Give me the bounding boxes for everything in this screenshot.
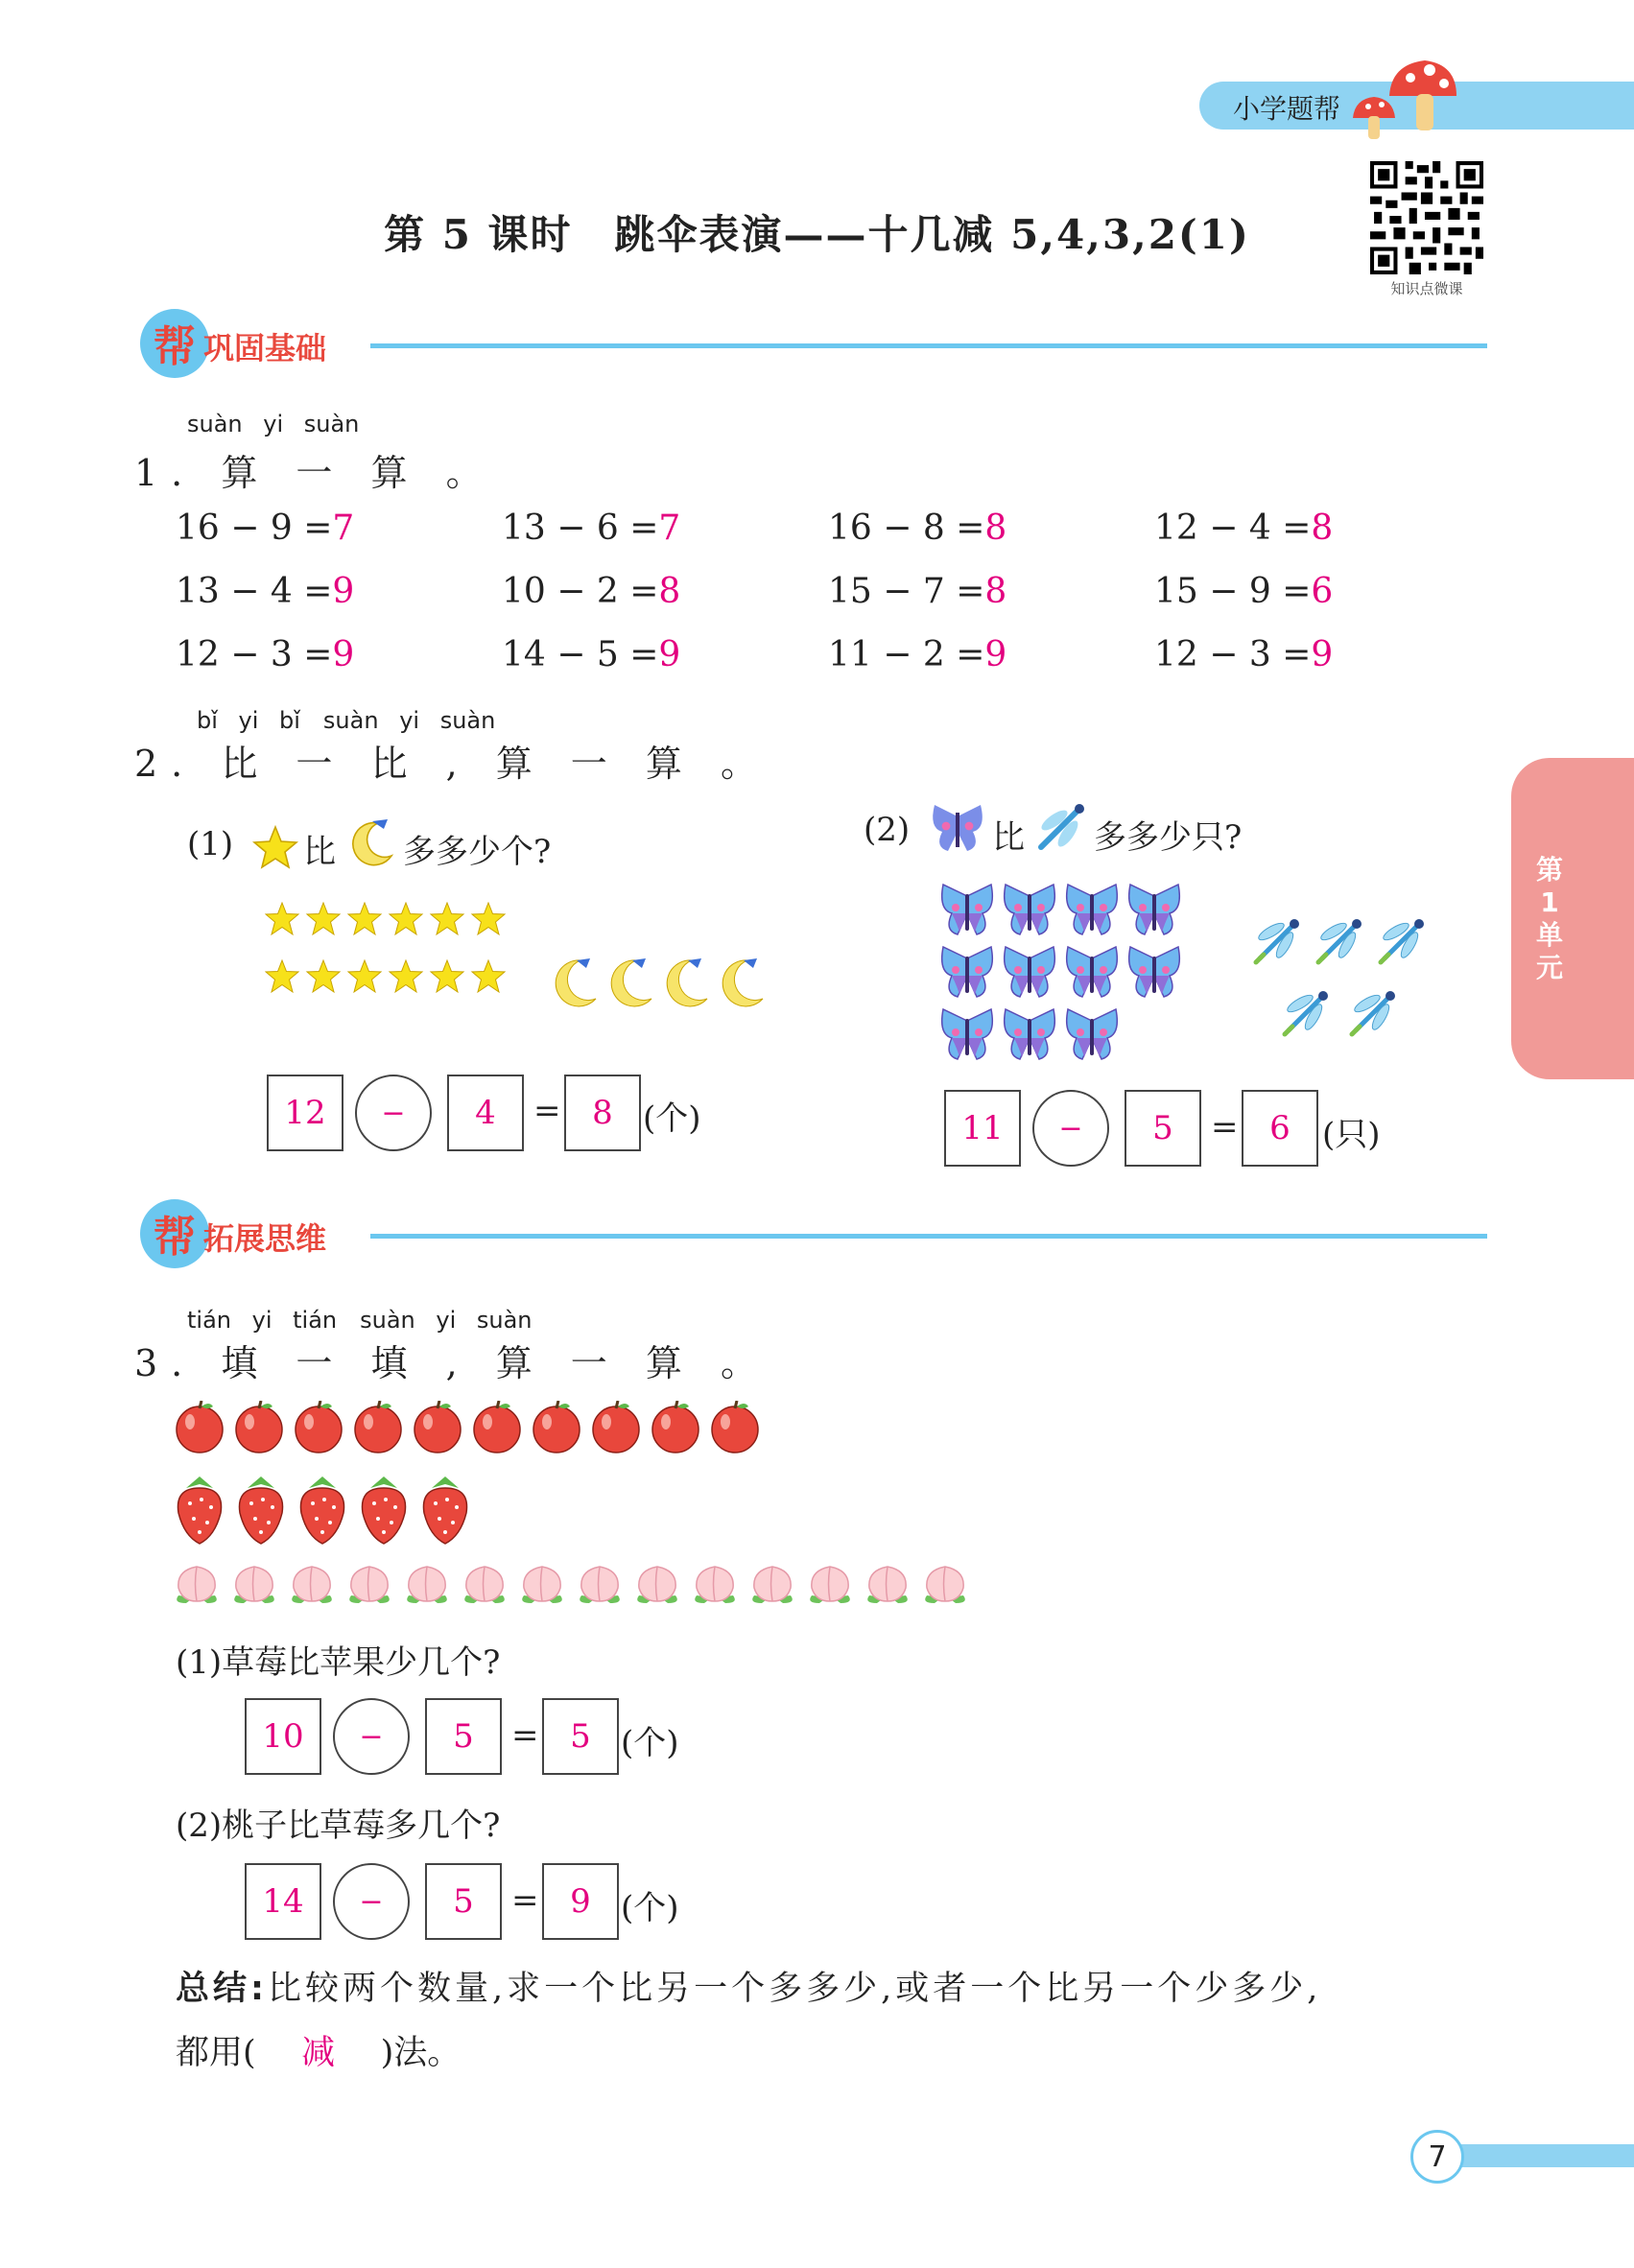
- answer: 8: [1311, 508, 1334, 548]
- moon-icon: [667, 958, 707, 1006]
- q1-title: 1. 算 一 算 。: [134, 452, 496, 494]
- apple-icon: [593, 1401, 639, 1453]
- strawberry-icon: [178, 1477, 221, 1544]
- q3-sub2-result-box[interactable]: 9: [542, 1863, 619, 1940]
- answer: 7: [332, 508, 355, 548]
- section-badge-label: 帮: [154, 322, 196, 371]
- butterfly-icon: [1067, 885, 1118, 934]
- butterfly-icon: [1067, 1009, 1118, 1059]
- answer: 8: [984, 508, 1007, 548]
- equals-sign: =: [511, 1881, 539, 1920]
- q2-pinyin: bǐ yi bǐ suàn yi suàn: [197, 707, 496, 734]
- q3-sub2-question: (2)桃子比草莓多几个?: [176, 1807, 501, 1845]
- apple-icon: [533, 1401, 580, 1453]
- peach-icon: [867, 1567, 908, 1603]
- dragonfly-icon: [1352, 991, 1395, 1034]
- q2-part1-subtrahend-box[interactable]: 4: [447, 1075, 524, 1151]
- star-icon: [266, 960, 298, 992]
- stars-group: [265, 902, 514, 1007]
- section-title-extend: 拓展思维: [203, 1220, 327, 1257]
- moon-icon: [345, 817, 397, 871]
- butterfly-icon: [1005, 1009, 1055, 1059]
- q3-title: 3. 填 一 填 , 算 一 算 。: [134, 1342, 770, 1384]
- q1-row: [176, 508, 1442, 572]
- q1-item: 12 − 3 =9: [176, 635, 355, 674]
- peach-icon: [695, 1567, 735, 1603]
- butterfly-icon: [1005, 885, 1055, 934]
- star-icon: [472, 960, 505, 992]
- moons-group: [552, 957, 782, 1020]
- q1-row: [176, 572, 1442, 635]
- brand-label: 小学题帮: [1233, 93, 1341, 125]
- answer: 7: [658, 508, 681, 548]
- q1-item: 14 − 5 =9: [502, 635, 681, 674]
- section-divider: [370, 1234, 1487, 1239]
- star-icon: [348, 903, 381, 934]
- star-icon: [252, 825, 298, 869]
- lesson-title: 第 5 课时 跳伞表演——十几减 5,4,3,2(1): [384, 211, 1250, 258]
- q1-item: 11 − 2 =9: [828, 635, 1007, 674]
- apple-icon: [296, 1401, 342, 1453]
- unit-label: (个): [621, 1724, 679, 1762]
- q1-item: 16 − 8 =8: [828, 508, 1007, 548]
- apple-icon: [177, 1401, 223, 1453]
- q2-part2-operator-circle[interactable]: −: [1032, 1090, 1109, 1167]
- apple-icon: [414, 1401, 461, 1453]
- q2-part2-question: 多多少只?: [1094, 818, 1243, 857]
- q1-item: 10 − 2 =8: [502, 572, 681, 611]
- butterfly-icon: [942, 885, 993, 934]
- unit-label: (个): [621, 1889, 679, 1927]
- summary-label: 总结:: [176, 1970, 268, 2008]
- strawberry-icon: [239, 1477, 282, 1544]
- equals-sign: =: [533, 1092, 561, 1130]
- butterfly-icon: [1129, 947, 1180, 997]
- mushroom-icon: [1343, 53, 1458, 149]
- answer: 8: [658, 572, 681, 611]
- strawberries-group: [173, 1473, 480, 1549]
- moon-icon: [722, 958, 763, 1006]
- summary-line-2: 都用( 减 )法。: [176, 2026, 461, 2074]
- q1-item: 13 − 4 =9: [176, 572, 355, 611]
- star-icon: [390, 960, 422, 992]
- apples-group: [173, 1401, 787, 1458]
- star-icon: [431, 960, 463, 992]
- answer: 9: [658, 635, 681, 674]
- moon-icon: [611, 958, 651, 1006]
- q1-item: 12 − 3 =9: [1154, 635, 1334, 674]
- section-badge-label: 帮: [154, 1213, 196, 1262]
- star-icon: [307, 903, 340, 934]
- butterfly-icon: [942, 947, 993, 997]
- q1-item: 13 − 6 =7: [502, 508, 681, 548]
- q2-part2-result-box[interactable]: 6: [1242, 1090, 1318, 1167]
- butterfly-icon: [1129, 885, 1180, 934]
- q3-sub2-operator-circle[interactable]: −: [333, 1863, 410, 1940]
- star-icon: [348, 960, 381, 992]
- star-icon: [390, 903, 422, 934]
- strawberry-icon: [423, 1477, 466, 1544]
- section-divider: [370, 343, 1487, 348]
- page-number: 7: [1410, 2130, 1464, 2184]
- q2-part1-label: (1): [187, 825, 234, 863]
- q2-part2-bi: 比: [992, 818, 1025, 857]
- butterfly-icon: [1005, 947, 1055, 997]
- section-title-basic: 巩固基础: [203, 330, 327, 366]
- peach-icon: [522, 1567, 562, 1603]
- q1-row: [176, 635, 1442, 698]
- star-icon: [307, 960, 340, 992]
- q3-sub2-subtrahend-box[interactable]: 5: [425, 1863, 502, 1940]
- equals-sign: =: [511, 1716, 539, 1755]
- summary-answer[interactable]: 减: [301, 2034, 336, 2072]
- peach-icon: [177, 1567, 217, 1603]
- q1-item: 15 − 7 =8: [828, 572, 1007, 611]
- summary-line-1: [176, 1962, 1321, 2010]
- qr-code-icon[interactable]: [1370, 161, 1483, 274]
- butterfly-icon: [942, 1009, 993, 1059]
- summary-text: 比较两个数量,求一个比另一个多多少,或者一个比另一个少多少,: [268, 1970, 1322, 2008]
- peach-icon: [292, 1567, 332, 1603]
- q2-part1-result-box[interactable]: 8: [564, 1075, 641, 1151]
- strawberry-icon: [300, 1477, 343, 1544]
- butterfly-icon: [1067, 947, 1118, 997]
- q2-part1-operator-circle[interactable]: −: [355, 1075, 432, 1151]
- answer: 9: [1311, 635, 1334, 674]
- q2-title: 2. 比 一 比 , 算 一 算 。: [134, 743, 770, 785]
- peach-icon: [752, 1567, 793, 1603]
- peach-icon: [637, 1567, 677, 1603]
- dragonfly-icon: [1381, 919, 1424, 962]
- answer: 9: [984, 635, 1007, 674]
- q3-sub2-minuend-box[interactable]: 14: [245, 1863, 321, 1940]
- star-icon: [472, 903, 505, 934]
- q2-part1-minuend-box[interactable]: 12: [267, 1075, 343, 1151]
- apple-icon: [712, 1401, 758, 1453]
- dragonflies-group: [1252, 916, 1454, 1051]
- peach-icon: [810, 1567, 850, 1603]
- q1-grid: [176, 508, 1442, 698]
- peach-icon: [464, 1567, 505, 1603]
- q1-item: 16 − 9 =7: [176, 508, 355, 548]
- q1-item: 15 − 9 =6: [1154, 572, 1334, 611]
- answer: 6: [1311, 572, 1334, 611]
- peach-icon: [234, 1567, 274, 1603]
- q2-part1-bi: 比: [303, 833, 336, 871]
- apple-icon: [474, 1401, 520, 1453]
- dragonfly-icon: [1318, 919, 1362, 962]
- q2-part2-subtrahend-box[interactable]: 5: [1125, 1090, 1201, 1167]
- apple-icon: [652, 1401, 699, 1453]
- q1-pinyin: suàn yi suàn: [187, 411, 360, 437]
- unit-label: (只): [1322, 1116, 1381, 1154]
- butterflies-group: [938, 883, 1197, 1075]
- peach-icon: [407, 1567, 447, 1603]
- equals-sign: =: [1211, 1108, 1239, 1146]
- q3-sub1-result-box[interactable]: 5: [542, 1698, 619, 1775]
- strawberry-icon: [362, 1477, 405, 1544]
- q3-sub1-operator-circle[interactable]: −: [333, 1698, 410, 1775]
- q3-pinyin: tián yi tián suàn yi suàn: [187, 1307, 533, 1334]
- unit-label: (个): [643, 1099, 701, 1138]
- q2-part1-question: 多多少个?: [403, 833, 552, 871]
- q3-sub1-subtrahend-box[interactable]: 5: [425, 1698, 502, 1775]
- unit-side-tab-label: 第 1 单 元: [1535, 854, 1563, 983]
- q2-part2-label: (2): [864, 811, 911, 849]
- dragonfly-icon: [1285, 991, 1328, 1034]
- butterfly-icon: [929, 801, 986, 855]
- qr-caption: 知识点微课: [1390, 280, 1463, 297]
- peach-icon: [925, 1567, 965, 1603]
- answer: 9: [332, 572, 355, 611]
- q3-sub1-minuend-box[interactable]: 10: [245, 1698, 321, 1775]
- dragonfly-icon: [1256, 919, 1299, 962]
- star-icon: [266, 903, 298, 934]
- peach-icon: [580, 1567, 620, 1603]
- q3-sub1-question: (1)草莓比苹果少几个?: [176, 1643, 501, 1682]
- apple-icon: [355, 1401, 401, 1453]
- moon-icon: [556, 958, 596, 1006]
- answer: 8: [984, 572, 1007, 611]
- q2-part2-minuend-box[interactable]: 11: [944, 1090, 1021, 1167]
- q1-item: 12 − 4 =8: [1154, 508, 1334, 548]
- star-icon: [431, 903, 463, 934]
- apple-icon: [236, 1401, 282, 1453]
- peaches-group: [173, 1559, 998, 1612]
- dragonfly-icon: [1031, 801, 1089, 855]
- peach-icon: [349, 1567, 390, 1603]
- answer: 9: [332, 635, 355, 674]
